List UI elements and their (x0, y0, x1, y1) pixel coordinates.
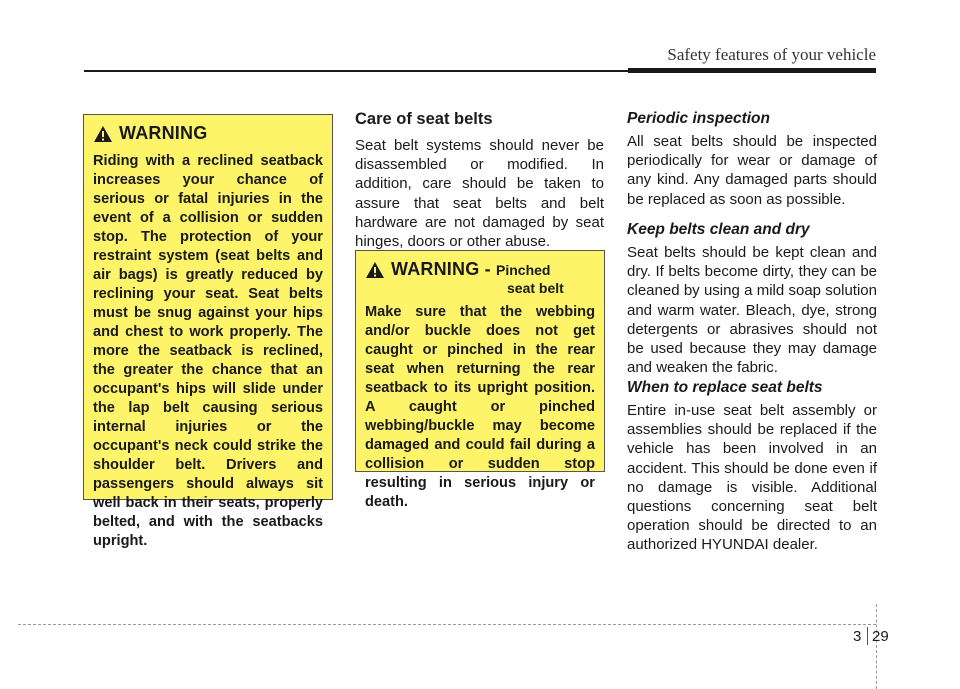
warning-triangle-icon (93, 125, 113, 143)
page-number: 29 (872, 628, 889, 645)
when-to-replace-body: Entire in-use seat belt assembly or assemblies should be replaced if the vehicle has been involved in an accident. This should be done even if no damage is visible. Additional questions concerning seat belt operation should be directed to an authorized HYUNDAI dealer. (627, 402, 877, 554)
page-number-separator (867, 627, 868, 645)
warning-body: Make sure that the webbing and/or buckle does not get caught or pinched in the rear seat when returning the rear seatback to its upright position. A caught or pinched webbing/buckle may become damaged and could fail during a collision or sudden stop resulting in serious injury or death. (365, 304, 595, 510)
section-title-care: Care of seat belts (355, 110, 493, 128)
warning-subtitle-line1: Pinched (496, 262, 551, 278)
warning-title: WARNING (119, 123, 208, 143)
header-rule-accent (628, 68, 876, 73)
warning-subtitle-line2: seat belt (507, 280, 564, 296)
warning-triangle-icon (365, 261, 385, 279)
page-chapter-number: 3 (853, 628, 862, 645)
header-title: Safety features of your vehicle (667, 45, 876, 64)
keep-clean-body: Seat belts should be kept clean and dry. If belts become dirty, they can be cleaned by using a mild soap solution and warm water. Bleach, dye, strong detergents or abrasives should not be used because they may damage and weaken the fabric. (627, 244, 877, 377)
warning-header (93, 123, 323, 144)
section-title-periodic-inspection: Periodic inspection (627, 110, 770, 127)
periodic-inspection-body: All seat belts should be inspected periodically for wear or damage of any kind. Any damaged parts should be replaced as soon as possible. (627, 133, 877, 208)
footer-divider (18, 624, 876, 625)
warning-box-reclined-seatback (83, 114, 333, 549)
warning-box-pinched-seat-belt (355, 250, 605, 510)
care-body: Seat belt systems should never be disassembled or modified. In addition, care should be taken to assure that seat belts and belt hardware are not damaged by seat hinges, doors or other abuse. (355, 137, 604, 251)
footer-vertical-divider (876, 604, 877, 689)
warning-header (365, 259, 595, 297)
section-title-keep-clean: Keep belts clean and dry (627, 221, 810, 238)
section-title-when-to-replace: When to replace seat belts (627, 379, 823, 396)
warning-heading-group (391, 259, 564, 297)
warning-body: Riding with a reclined seatback increases your chance of serious or fatal injuries in the event of a collision or sudden stop. The protection of your restraint system (seat belts and air bags) is greatly reduced by reclining your seat. Seat belts must be snug against your hips and chest to work properly. The more the seatback is reclined, the greater the chance that an occupant's hips will slide under the lap belt causing serious internal injuries or the occupant's neck could strike the shoulder belt. Drivers and passengers should always sit well back in their seats, properly belted, and with the seatbacks upright. (93, 153, 323, 549)
warning-title: WARNING - (391, 259, 496, 279)
